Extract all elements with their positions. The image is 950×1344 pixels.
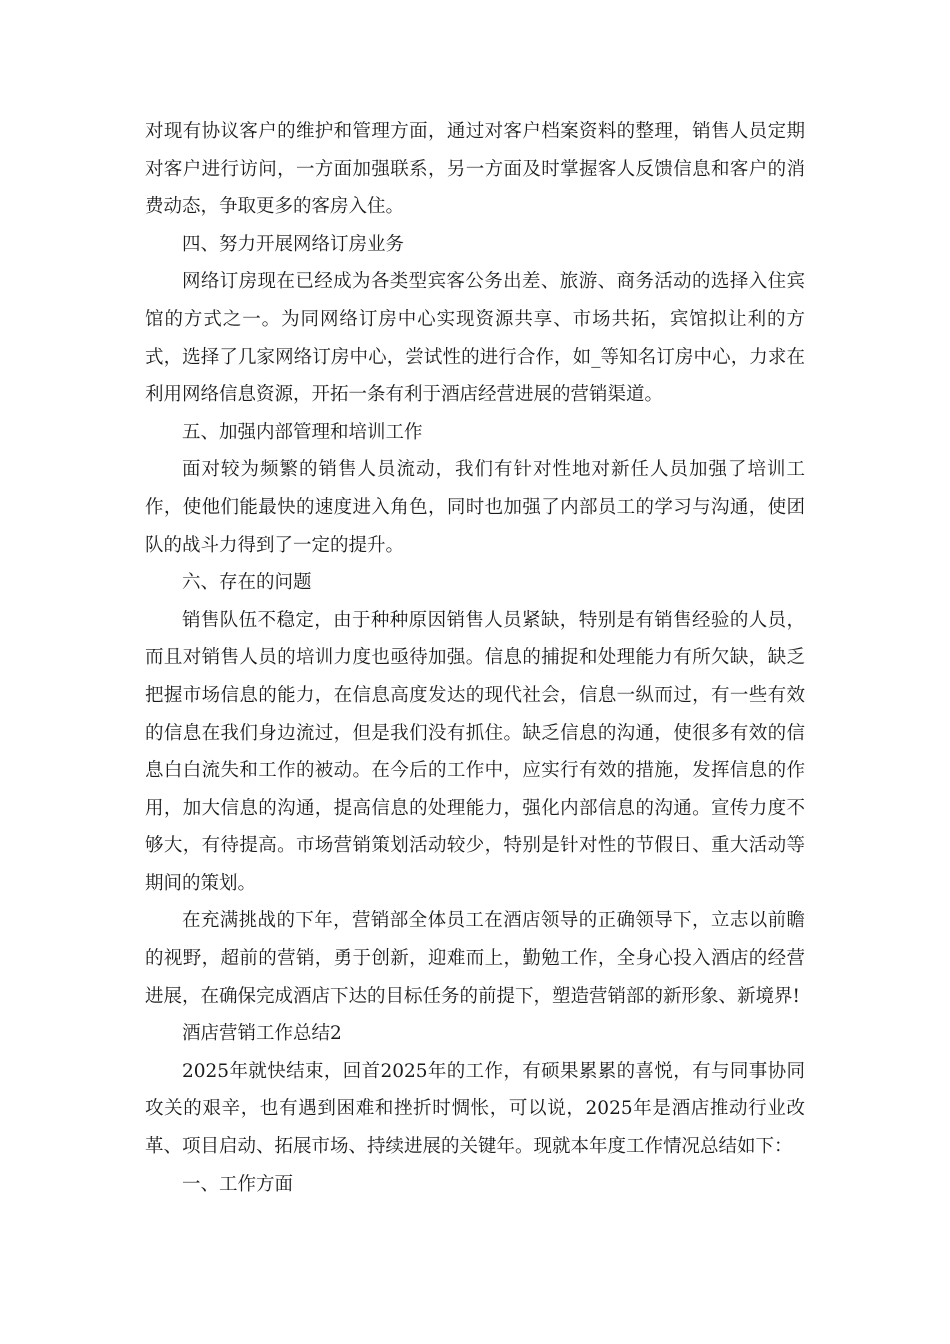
heading-internal-management: 五、加强内部管理和培训工作	[182, 421, 423, 443]
paragraph-client-maintenance: 对现有协议客户的维护和管理方面，通过对客户档案资料的整理，销售人员定期对客户进行访问，一方面加强联系，另一方面及时掌握客人反馈信息和客户的消费动态，争取更多的客房入住。	[145, 121, 805, 218]
heading-work-aspects: 一、工作方面	[182, 1173, 294, 1195]
paragraph-online-booking: 网络订房现在已经成为各类型宾客公务出差、旅游、商务活动的选择入住宾馆的方式之一。为同网络订房中心实现资源共享、市场共拓，宾馆拟让利的方式，选择了几家网络订房中心，尝试性的进行合作，如_等知名订房中心，力求在利用网络信息资源，开拓一条有利于酒店经营进展的营销渠道。	[145, 271, 805, 406]
section-title-summary-2: 酒店营销工作总结2	[182, 1023, 342, 1045]
paragraph-existing-problems: 销售队伍不稳定，由于种种原因销售人员紧缺，特别是有销售经验的人员，而且对销售人员的培训力度也亟待加强。信息的捕捉和处理能力有所欠缺，缺乏把握市场信息的能力，在信息高度发达的现代社会，信息一纵而过，有一些有效的信息在我们身边流过，但是我们没有抓住。缺乏信息的沟通，使很多有效的信息白白流失和工作的被动。在今后的工作中，应实行有效的措施，发挥信息的作用，加大信息的沟通，提高信息的处理能力，强化内部信息的沟通。宣传力度不够大，有待提高。市场营销策划活动较少，特别是针对性的节假日、重大活动等期间的策划。	[145, 609, 805, 894]
heading-existing-problems: 六、存在的问题	[182, 572, 312, 594]
document-body	[145, 113, 805, 1203]
heading-online-booking: 四、努力开展网络订房业务	[182, 233, 405, 255]
paragraph-internal-management: 面对较为频繁的销售人员流动，我们有针对性地对新任人员加强了培训工作，使他们能最快的速度进入角色，同时也加强了内部员工的学习与沟通，使团队的战斗力得到了一定的提升。	[145, 459, 805, 556]
paragraph-year-review: 2025年就快结束，回首2025年的工作，有硕果累累的喜悦，有与同事协同攻关的艰辛，也有遇到困难和挫折时惆怅，可以说，2025年是酒店推动行业改革、项目启动、拓展市场、持续进展的关键年。现就本年度工作情况总结如下：	[145, 1060, 805, 1158]
paragraph-outlook: 在充满挑战的下年，营销部全体员工在酒店领导的正确领导下，立志以前瞻的视野，超前的营销，勇于创新，迎难而上，勤勉工作，全身心投入酒店的经营进展，在确保完成酒店下达的目标任务的前提下，塑造营销部的新形象、新境界!	[145, 910, 805, 1007]
